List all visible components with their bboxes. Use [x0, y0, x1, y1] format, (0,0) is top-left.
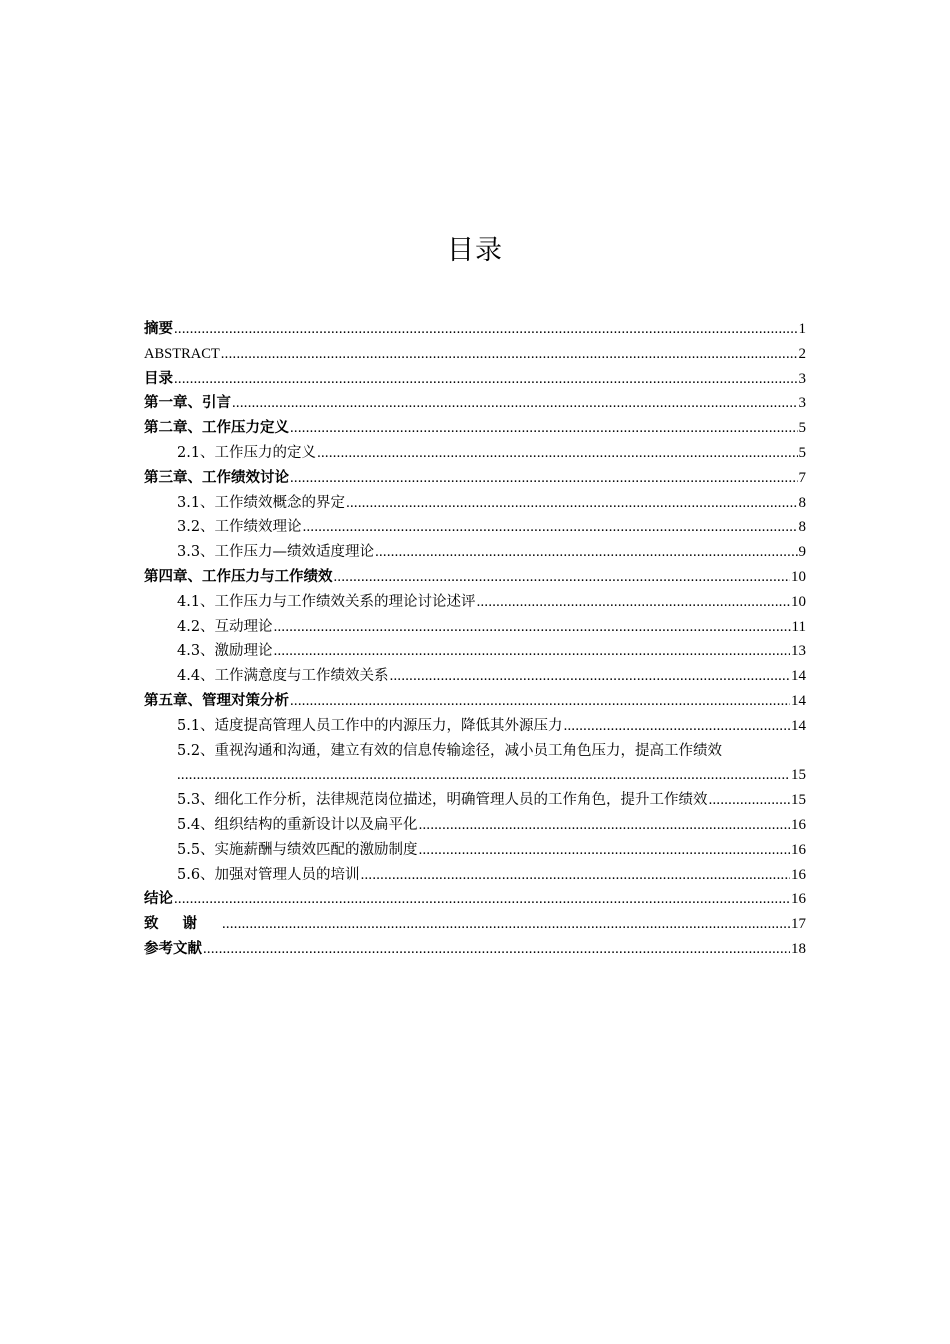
toc-page-number: 3	[798, 395, 806, 412]
dot-leader	[346, 491, 797, 516]
dot-leader	[564, 714, 790, 739]
toc-page-number: 8	[798, 494, 806, 511]
toc-page-number: 10	[791, 593, 806, 610]
dot-leader	[203, 937, 790, 962]
toc-entry-chapter-2[interactable]	[144, 416, 806, 441]
dot-leader	[361, 863, 790, 888]
page-title: 目录	[447, 235, 503, 266]
toc-label: 3.3、工作压力—绩效适度理论	[177, 544, 375, 561]
toc-entry-chapter-4[interactable]	[144, 565, 806, 590]
toc-label: 5.4、组织结构的重新设计以及扁平化	[177, 816, 418, 833]
toc-label: 4.4、工作满意度与工作绩效关系	[177, 668, 389, 685]
dot-leader	[222, 912, 790, 937]
toc-page-number: 5	[798, 444, 806, 461]
dot-leader	[709, 788, 790, 813]
toc-entry-5-1[interactable]	[144, 714, 806, 739]
toc-page-number: 7	[798, 469, 806, 486]
toc-entry-3-3[interactable]	[144, 540, 806, 565]
toc-entry-references[interactable]	[144, 937, 806, 962]
dot-leader	[477, 590, 790, 615]
toc-entry-5-6[interactable]	[144, 863, 806, 888]
toc-label: 目录	[144, 370, 173, 387]
toc-label: 第五章、管理对策分析	[144, 692, 289, 709]
toc-page-number: 16	[791, 866, 806, 883]
toc-page-number: 15	[791, 767, 806, 784]
toc-page-number: 13	[791, 643, 806, 660]
toc-label: 5.6、加强对管理人员的培训	[177, 866, 360, 883]
toc-page-number: 16	[791, 841, 806, 858]
toc-page-number: 5	[798, 420, 806, 437]
dot-leader	[290, 416, 798, 441]
toc-label: 摘要	[144, 321, 173, 337]
toc-page-number: 18	[791, 940, 806, 957]
toc-page-number: 9	[798, 544, 806, 561]
toc-page-number: 14	[791, 692, 806, 709]
toc-label: 第四章、工作压力与工作绩效	[144, 568, 333, 585]
toc-page-number: 10	[791, 568, 806, 585]
toc-entry-3-1[interactable]	[144, 491, 806, 516]
toc-entry-5-4[interactable]	[144, 813, 806, 838]
toc-entry-chapter-5[interactable]	[144, 689, 806, 714]
toc-entry-chapter-1[interactable]	[144, 391, 806, 416]
toc-label: 3.2、工作绩效理论	[177, 519, 302, 536]
toc-page-number: 8	[798, 519, 806, 536]
dot-leader	[290, 689, 790, 714]
toc-label: 4.1、工作压力与工作绩效关系的理论讨论述评	[177, 593, 476, 610]
toc-entry-continuation	[144, 763, 806, 788]
dot-leader	[290, 466, 798, 491]
dot-leader	[375, 540, 797, 565]
dot-leader	[419, 838, 790, 863]
toc-label: 第一章、引言	[144, 395, 231, 412]
toc-page-number: 2	[798, 345, 806, 362]
toc-entry-5-2[interactable]	[144, 739, 806, 789]
dot-leader	[303, 515, 798, 540]
dot-leader	[174, 367, 798, 392]
toc-page-number: 17	[791, 916, 806, 933]
toc-page-number: 16	[791, 816, 806, 833]
toc-entry-4-2[interactable]	[144, 615, 806, 640]
toc-label: 5.5、实施薪酬与绩效匹配的激励制度	[177, 841, 418, 858]
toc-entry-3-2[interactable]	[144, 515, 806, 540]
toc-label: 致谢	[144, 916, 221, 933]
toc-entry-abstract-en[interactable]	[144, 342, 806, 367]
toc-entry-4-1[interactable]	[144, 590, 806, 615]
toc-entry-abstract-cn[interactable]	[144, 317, 806, 342]
toc-label: 第二章、工作压力定义	[144, 420, 289, 437]
toc-page-number: 14	[791, 717, 806, 734]
dot-leader	[174, 317, 798, 342]
toc-label: ABSTRACT	[144, 345, 220, 362]
toc-label: 第三章、工作绩效讨论	[144, 469, 289, 486]
table-of-contents	[144, 317, 806, 962]
toc-label: 4.2、互动理论	[177, 618, 273, 635]
toc-label: 5.1、适度提高管理人员工作中的内源压力，降低其外源压力	[177, 717, 563, 734]
toc-entry-4-4[interactable]	[144, 664, 806, 689]
toc-label: 5.3、细化工作分析，法律规范岗位描述，明确管理人员的工作角色，提升工作绩效	[177, 792, 708, 809]
toc-page-number: 11	[791, 618, 806, 635]
dot-leader	[317, 441, 797, 466]
dot-leader	[274, 615, 791, 640]
dot-leader	[419, 813, 790, 838]
toc-entry-contents[interactable]	[144, 367, 806, 392]
dot-leader	[174, 887, 790, 912]
toc-page-number: 14	[791, 668, 806, 685]
toc-entry-5-5[interactable]	[144, 838, 806, 863]
toc-page-number: 3	[798, 370, 806, 387]
toc-page-number: 15	[791, 792, 806, 809]
dot-leader	[274, 639, 790, 664]
dot-leader	[221, 342, 798, 367]
toc-label: 3.1、工作绩效概念的界定	[177, 494, 346, 511]
dot-leader	[334, 565, 791, 590]
dot-leader	[232, 391, 798, 416]
toc-label: 参考文献	[144, 940, 202, 957]
toc-entry-acknowledgements[interactable]	[144, 912, 806, 937]
toc-label: 5.2、重视沟通和沟通，建立有效的信息传输途径，减小员工角色压力，提高工作绩效	[177, 742, 723, 759]
toc-page-number: 1	[798, 321, 806, 337]
toc-label: 结论	[144, 891, 173, 908]
toc-entry-5-3[interactable]	[144, 788, 806, 813]
toc-entry-chapter-3[interactable]	[144, 466, 806, 491]
dot-leader	[390, 664, 790, 689]
toc-entry-2-1[interactable]	[144, 441, 806, 466]
dot-leader	[177, 763, 790, 788]
toc-entry-4-3[interactable]	[144, 639, 806, 664]
toc-page-number: 16	[791, 891, 806, 908]
toc-label: 2.1、工作压力的定义	[177, 444, 317, 461]
toc-label: 4.3、激励理论	[177, 643, 273, 660]
toc-entry-conclusion[interactable]	[144, 887, 806, 912]
